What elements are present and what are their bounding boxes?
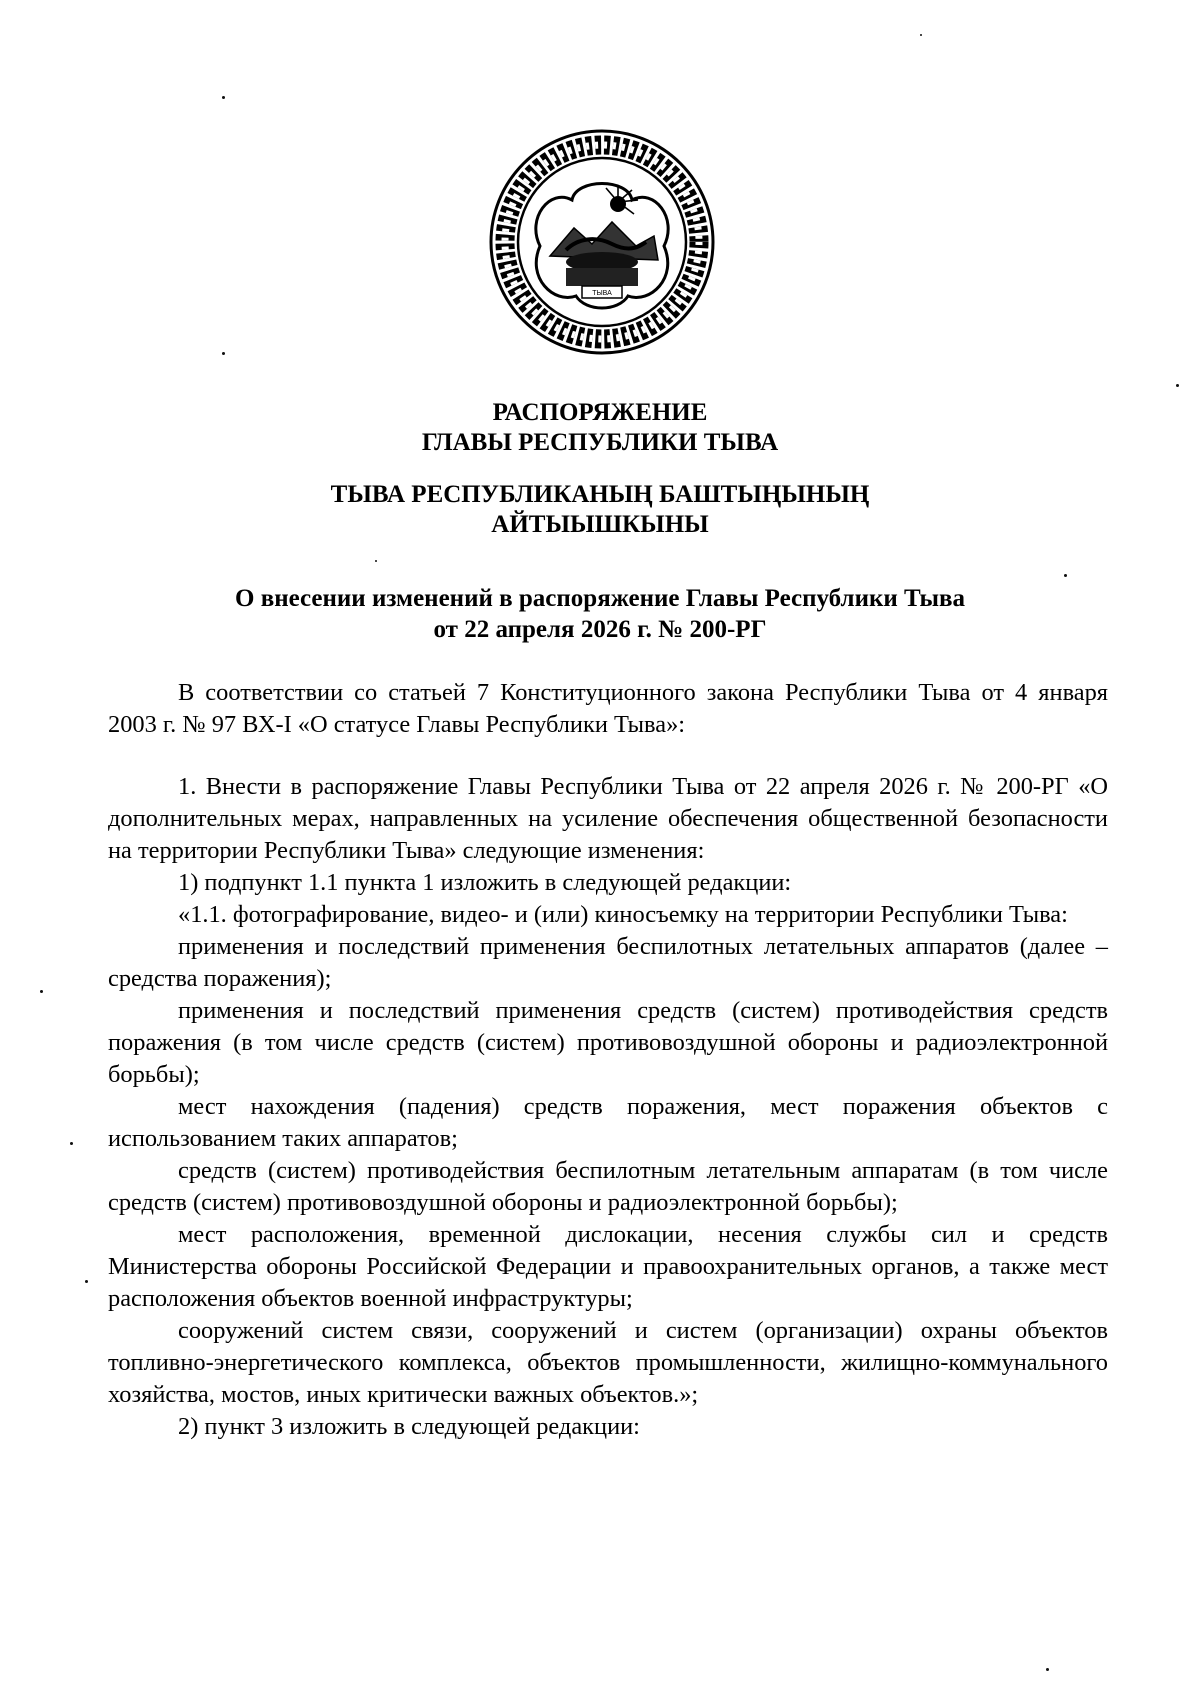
scan-speck xyxy=(222,96,225,99)
document-body xyxy=(108,677,1108,1443)
paragraph: применения и последствий применения средств (систем) противодействия средств поражения (в том числе средств (систем) противовоздушной обороны и радиоэлектронной борьбы); xyxy=(108,997,1108,1088)
tuva-emblem-icon xyxy=(488,128,716,356)
paragraph-preamble: В соответствии со статьей 7 Конституционного закона Республики Тыва от 4 января 2003 г. № 97 ВХ-I «О статусе Главы Республики Тыва»: xyxy=(108,679,1108,738)
emblem-inscription: ТЫВА xyxy=(592,290,612,297)
paragraph-item-1: 1. Внести в распоряжение Главы Республики Тыва от 22 апреля 2026 г. № 200-РГ «О дополнительных мерах, направленных на усиление обеспечения общественной безопасности на территории Республики Тыва» следующие изменения: xyxy=(108,773,1108,864)
title-line: АЙТЫЫШКЫНЫ xyxy=(491,511,709,538)
scan-speck xyxy=(85,1280,88,1283)
scan-speck xyxy=(920,34,922,36)
scan-speck xyxy=(1176,384,1179,387)
paragraph: 2) пункт 3 изложить в следующей редакции: xyxy=(178,1413,640,1440)
paragraph: применения и последствий применения беспилотных летательных аппаратов (далее – средства поражения); xyxy=(108,933,1108,992)
paragraph: средств (систем) противодействия беспилотным летательным аппаратам (в том числе средств (систем) противовоздушной обороны и радиоэлектронной борьбы); xyxy=(108,1157,1108,1216)
title-line: РАСПОРЯЖЕНИЕ xyxy=(492,399,708,426)
scan-speck xyxy=(1064,574,1067,577)
paragraph: сооружений систем связи, сооружений и систем (организации) охраны объектов топливно-энергетического комплекса, объектов промышленности, жилищно-коммунального хозяйства, мостов, иных критически важных объектов.»; xyxy=(108,1317,1108,1408)
document-title xyxy=(0,398,1200,458)
paragraph: мест нахождения (падения) средств поражения, мест поражения объектов с использованием таких аппаратов; xyxy=(108,1093,1108,1152)
scan-speck xyxy=(70,1142,73,1145)
scan-speck xyxy=(40,990,43,993)
title-line: ТЫВА РЕСПУБЛИКАНЫҢ БАШТЫҢЫНЫҢ xyxy=(330,481,870,508)
document-subject xyxy=(0,583,1200,645)
title-line: ГЛАВЫ РЕСПУБЛИКИ ТЫВА xyxy=(421,429,779,456)
scan-speck xyxy=(222,352,225,355)
paragraph: 1) подпункт 1.1 пункта 1 изложить в следующей редакции: xyxy=(178,869,792,896)
subject-line: О внесении изменений в распоряжение Главы Республики Тыва xyxy=(235,585,965,612)
document-title-tuvan xyxy=(0,480,1200,540)
subject-line: от 22 апреля 2026 г. № 200-РГ xyxy=(433,616,767,643)
scan-speck xyxy=(375,560,377,562)
paragraph: «1.1. фотографирование, видео- и (или) киносъемку на территории Республики Тыва: xyxy=(178,901,1068,928)
scan-speck xyxy=(1046,1668,1049,1671)
paragraph: мест расположения, временной дислокации, несения службы сил и средств Министерства обороны Российской Федерации и правоохранительных органов, а также мест расположения объектов военной инфраструктуры; xyxy=(108,1221,1108,1312)
